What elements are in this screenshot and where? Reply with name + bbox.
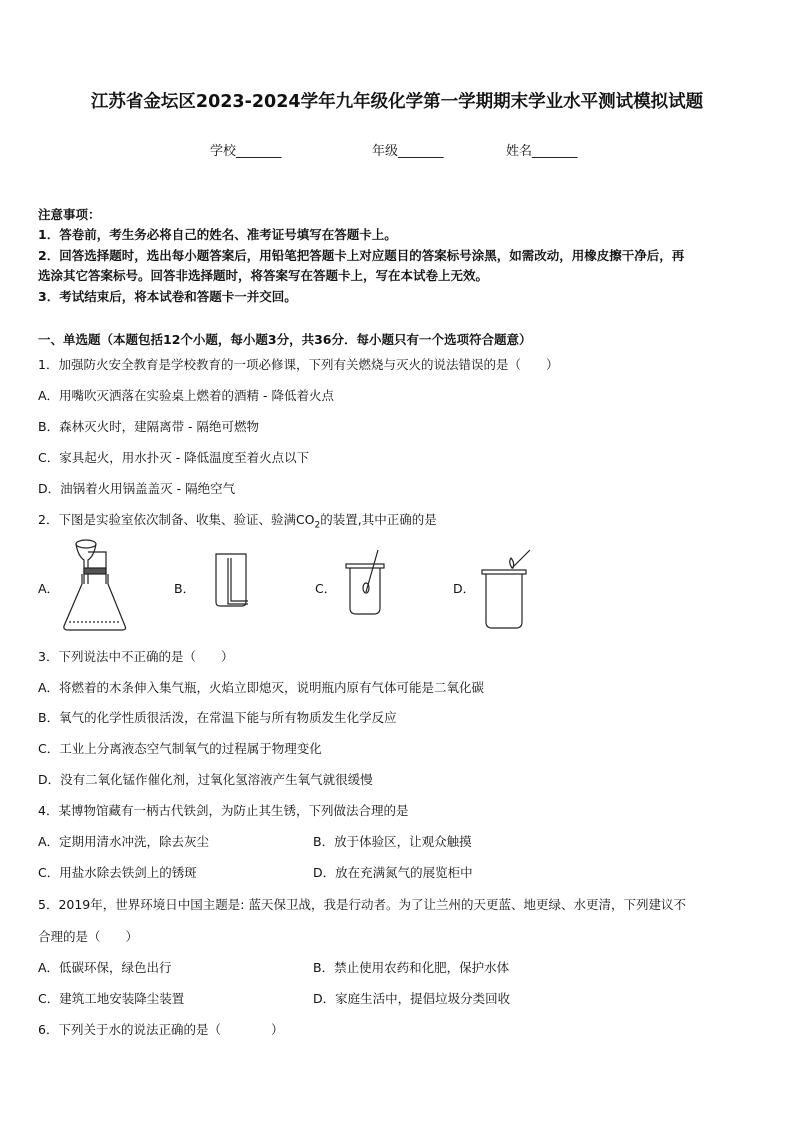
flask-apparatus-figure — [62, 538, 134, 638]
q4-option-a[interactable]: A．定期用清水冲洗，除去灰尘 — [38, 834, 210, 849]
q2-stem-post: 的装置,其中正确的是 — [320, 512, 437, 527]
q2-label-b[interactable]: B． — [174, 581, 196, 596]
school-blank: _______ — [236, 144, 282, 159]
q6-stem: 6．下列关于水的说法正确的是（ ） — [38, 1022, 284, 1037]
q5-option-b[interactable]: B．禁止使用农药和化肥，保护水体 — [313, 960, 510, 975]
q1-option-a[interactable]: A．用嘴吹灭洒落在实验桌上燃着的酒精 - 降低着火点 — [38, 388, 335, 403]
q2-stem-pre: 2．下图是实验室依次制备、收集、验证、验满CO — [38, 512, 315, 527]
q2-label-d[interactable]: D． — [453, 581, 476, 596]
test-jar-figure — [344, 548, 390, 628]
q5-option-c[interactable]: C．建筑工地安装降尘装置 — [38, 991, 185, 1006]
q2-stem — [38, 510, 437, 531]
grade-label: 年级 — [372, 144, 399, 159]
q3-option-c[interactable]: C．工业上分离液态空气制氧气的过程属于物理变化 — [38, 741, 322, 756]
q2-label-c[interactable]: C． — [315, 581, 337, 596]
q3-option-a[interactable]: A．将燃着的木条伸入集气瓶，火焰立即熄灭，说明瓶内原有气体可能是二氧化碳 — [38, 680, 485, 695]
school-label: 学校 — [210, 144, 237, 159]
q1-stem: 1．加强防火安全教育是学校教育的一项必修课，下列有关燃烧与灭火的说法错误的是（ ） — [38, 357, 559, 372]
q3-option-b[interactable]: B．氧气的化学性质很活泼，在常温下能与所有物质发生化学反应 — [38, 710, 397, 725]
q4-stem: 4．某博物馆藏有一柄古代铁剑，为防止其生锈，下列做法合理的是 — [38, 803, 409, 818]
note-2b: 选涂其它答案标号。回答非选择题时，将答案写在答题卡上，写在本试卷上无效。 — [38, 268, 489, 283]
note-2a: 2．回答选择题时，选出每小题答案后，用铅笔把答题卡上对应题目的答案标号涂黑，如需改动，用橡皮擦干净后，再 — [38, 248, 685, 263]
name-label: 姓名 — [506, 144, 533, 159]
grade-blank: _______ — [398, 144, 444, 159]
school-field[interactable] — [210, 140, 282, 159]
q3-option-d[interactable]: D．没有二氧化锰作催化剂，过氧化氢溶液产生氧气就很缓慢 — [38, 772, 373, 787]
notes-heading: 注意事项： — [38, 207, 101, 222]
q3-stem: 3．下列说法中不正确的是（ ） — [38, 649, 234, 664]
grade-field[interactable] — [372, 140, 444, 159]
note-3: 3．考试结束后，将本试卷和答题卡一并交回。 — [38, 289, 297, 304]
page-title: 江苏省金坛区2023-2024学年九年级化学第一学期期末学业水平测试模拟试题 — [90, 92, 704, 112]
collecting-bottle-figure — [210, 552, 256, 612]
q2-label-a[interactable]: A． — [38, 581, 60, 596]
q5-option-d[interactable]: D．家庭生活中，提倡垃圾分类回收 — [313, 991, 511, 1006]
note-1: 1．答卷前，考生务必将自己的姓名、准考证号填写在答题卡上。 — [38, 227, 397, 242]
q1-option-c[interactable]: C．家具起火，用水扑灭 - 降低温度至着火点以下 — [38, 450, 310, 465]
q5-stem-line1: 5．2019年，世界环境日中国主题是: 蓝天保卫战，我是行动者。为了让兰州的天更蓝、地更绿、水更清，下列建议不 — [38, 897, 686, 912]
full-check-jar-figure — [482, 548, 532, 630]
section-heading: 一、单选题（本题包括12个小题，每小题3分，共36分．每小题只有一个选项符合题意） — [38, 332, 532, 347]
q1-option-b[interactable]: B．森林灭火时，建隔离带 - 隔绝可燃物 — [38, 419, 260, 434]
q5-option-a[interactable]: A．低碳环保，绿色出行 — [38, 960, 172, 975]
q2-stem-sub: 2 — [314, 520, 321, 531]
q4-option-c[interactable]: C．用盐水除去铁剑上的锈斑 — [38, 865, 197, 880]
q1-option-d[interactable]: D．油锅着火用锅盖盖灭 - 隔绝空气 — [38, 481, 236, 496]
q4-option-b[interactable]: B．放于体验区，让观众触摸 — [313, 834, 472, 849]
name-field[interactable] — [506, 140, 578, 159]
name-blank: _______ — [532, 144, 578, 159]
q4-option-d[interactable]: D．放在充满氮气的展览柜中 — [313, 865, 473, 880]
q5-stem-line2: 合理的是（ ） — [38, 929, 139, 944]
